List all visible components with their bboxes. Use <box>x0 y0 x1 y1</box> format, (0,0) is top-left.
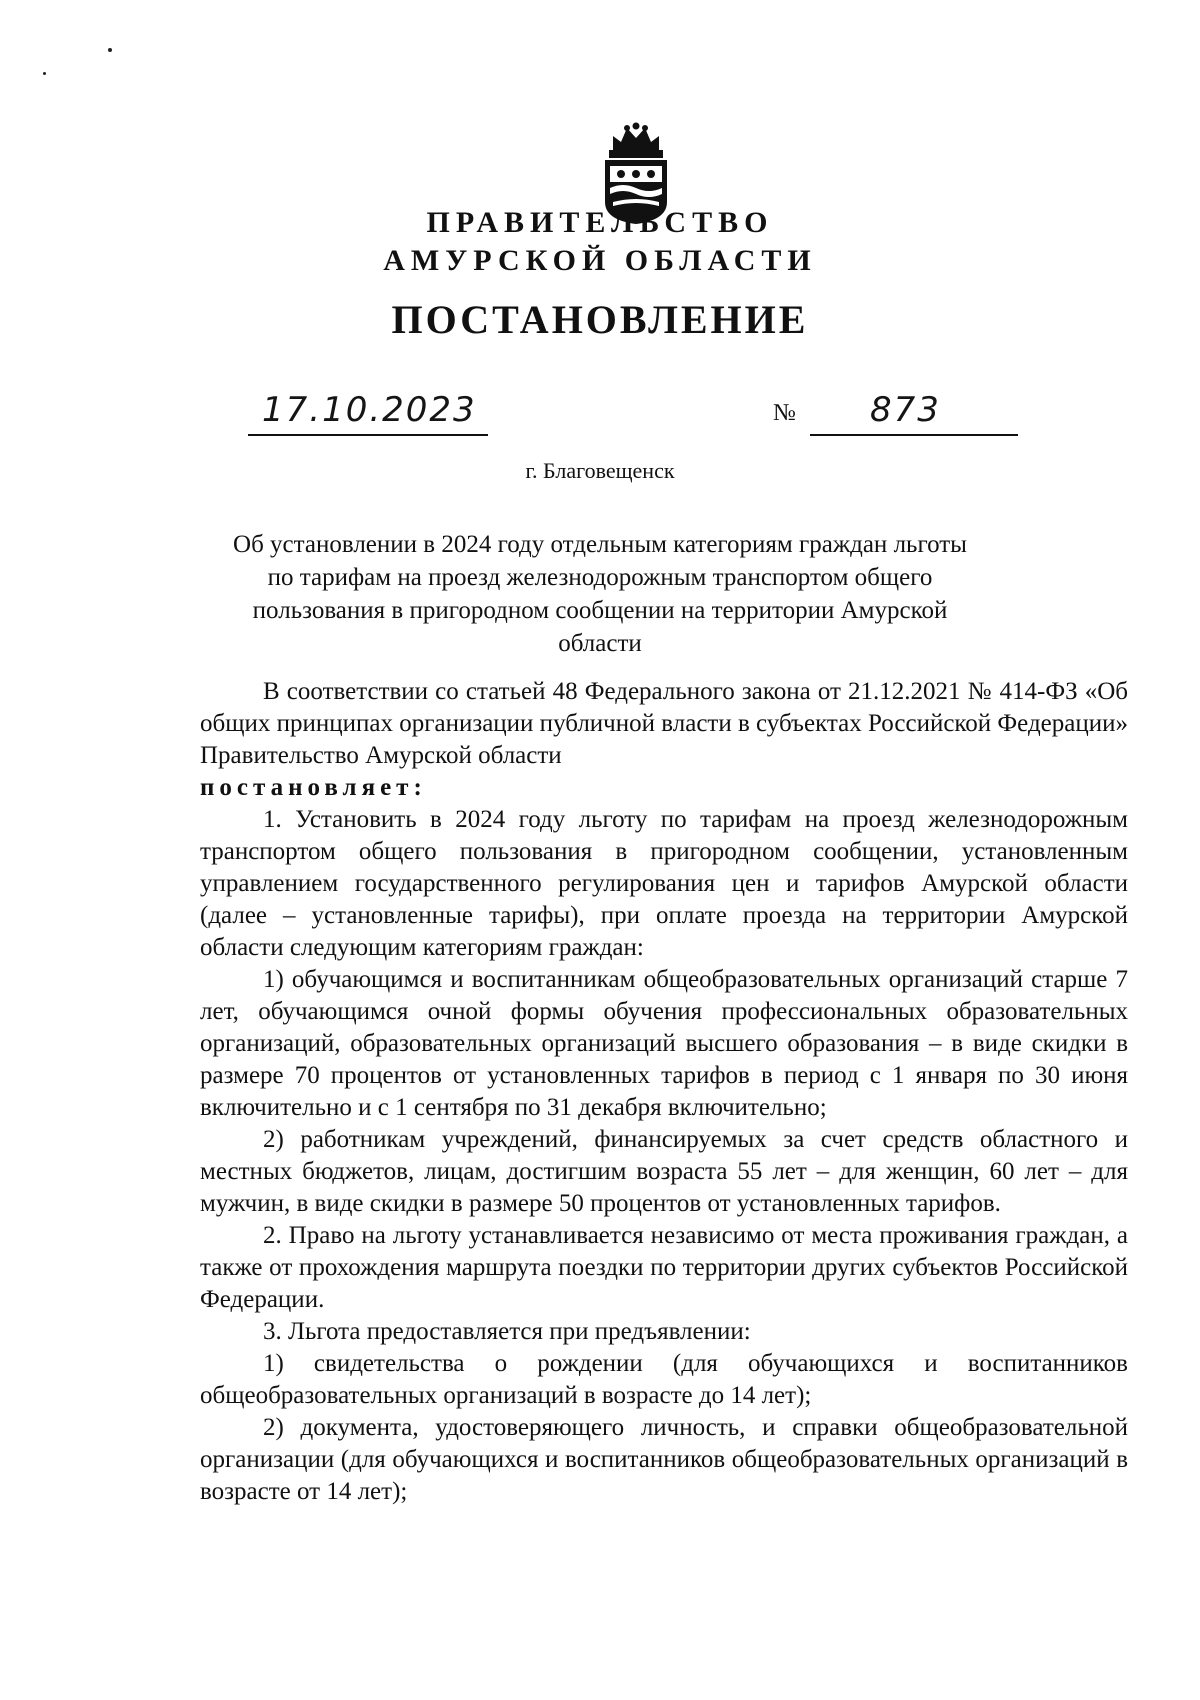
decree-date: 17.10.2023 <box>262 390 477 430</box>
clause-1-item-2: 2) работникам учреждений, финансируемых за счет средств областного и местных бюджетов, лицам, достигшим возраста 55 лет – для женщин, 60 лет – для мужчин, в виде скидки в размере 50 процентов от установленных тарифов. <box>200 1126 1128 1217</box>
clause-3-item-1: 1) свидетельства о рождении (для обучающихся и воспитанников общеобразовательных организаций в возрасте до 14 лет); <box>200 1350 1128 1409</box>
decree-number: 873 <box>870 390 941 430</box>
number-label: № <box>773 400 796 426</box>
clause-3: 3. Льгота предоставляется при предъявлении: <box>263 1318 751 1345</box>
decree-subject: Об установлении в 2024 году отдельным категориям граждан льготы по тарифам на проезд железнодорожным транспортом общего пользования в пригородном сообщении на территории Амурской области <box>233 531 967 657</box>
resolves-label: постановляет: <box>200 774 427 801</box>
issue-city: г. Благовещенск <box>525 458 675 483</box>
government-title-line2: АМУРСКОЙ ОБЛАСТИ <box>383 244 817 277</box>
clause-3-item-2: 2) документа, удостоверяющего личность, и справки общеобразовательной организации (для обучающихся и воспитанников общеобразовательных организаций в возрасте от 14 лет); <box>200 1414 1128 1505</box>
preamble-paragraph: В соответствии со статьей 48 Федерального закона от 21.12.2021 № 414-ФЗ «Об общих принципах организации публичной власти в субъектах Российской Федерации» Правительство Амурской области <box>200 678 1128 769</box>
clause-1-item-1: 1) обучающимся и воспитанникам общеобразовательных организаций старше 7 лет, обучающимся очной формы обучения профессиональных образовательных организаций, образовательных организаций высшего образования – в виде скидки в размере 70 процентов от установленных тарифов в период с 1 января по 30 июня включительно и с 1 сентября по 31 декабря включительно; <box>200 966 1128 1121</box>
decree-body <box>200 676 1128 1508</box>
clause-2: 2. Право на льготу устанавливается независимо от места проживания граждан, а также от прохождения маршрута поездки по территории других субъектов Российской Федерации. <box>200 1222 1128 1313</box>
date-underline <box>248 434 488 436</box>
scan-speck <box>108 48 112 52</box>
clause-1: 1. Установить в 2024 году льготу по тарифам на проезд железнодорожным транспортом общего пользования в пригородном сообщении, установленным управлением государственного регулирования цен и тарифов Амурской области (далее – установленные тарифы), при оплате проезда на территории Амурской области следующим категориям граждан: <box>200 806 1128 961</box>
government-title-line1: ПРАВИТЕЛЬСТВО <box>426 206 774 239</box>
document-type-title: ПОСТАНОВЛЕНИЕ <box>391 297 809 342</box>
scan-speck <box>43 72 46 75</box>
number-underline <box>810 434 1018 436</box>
